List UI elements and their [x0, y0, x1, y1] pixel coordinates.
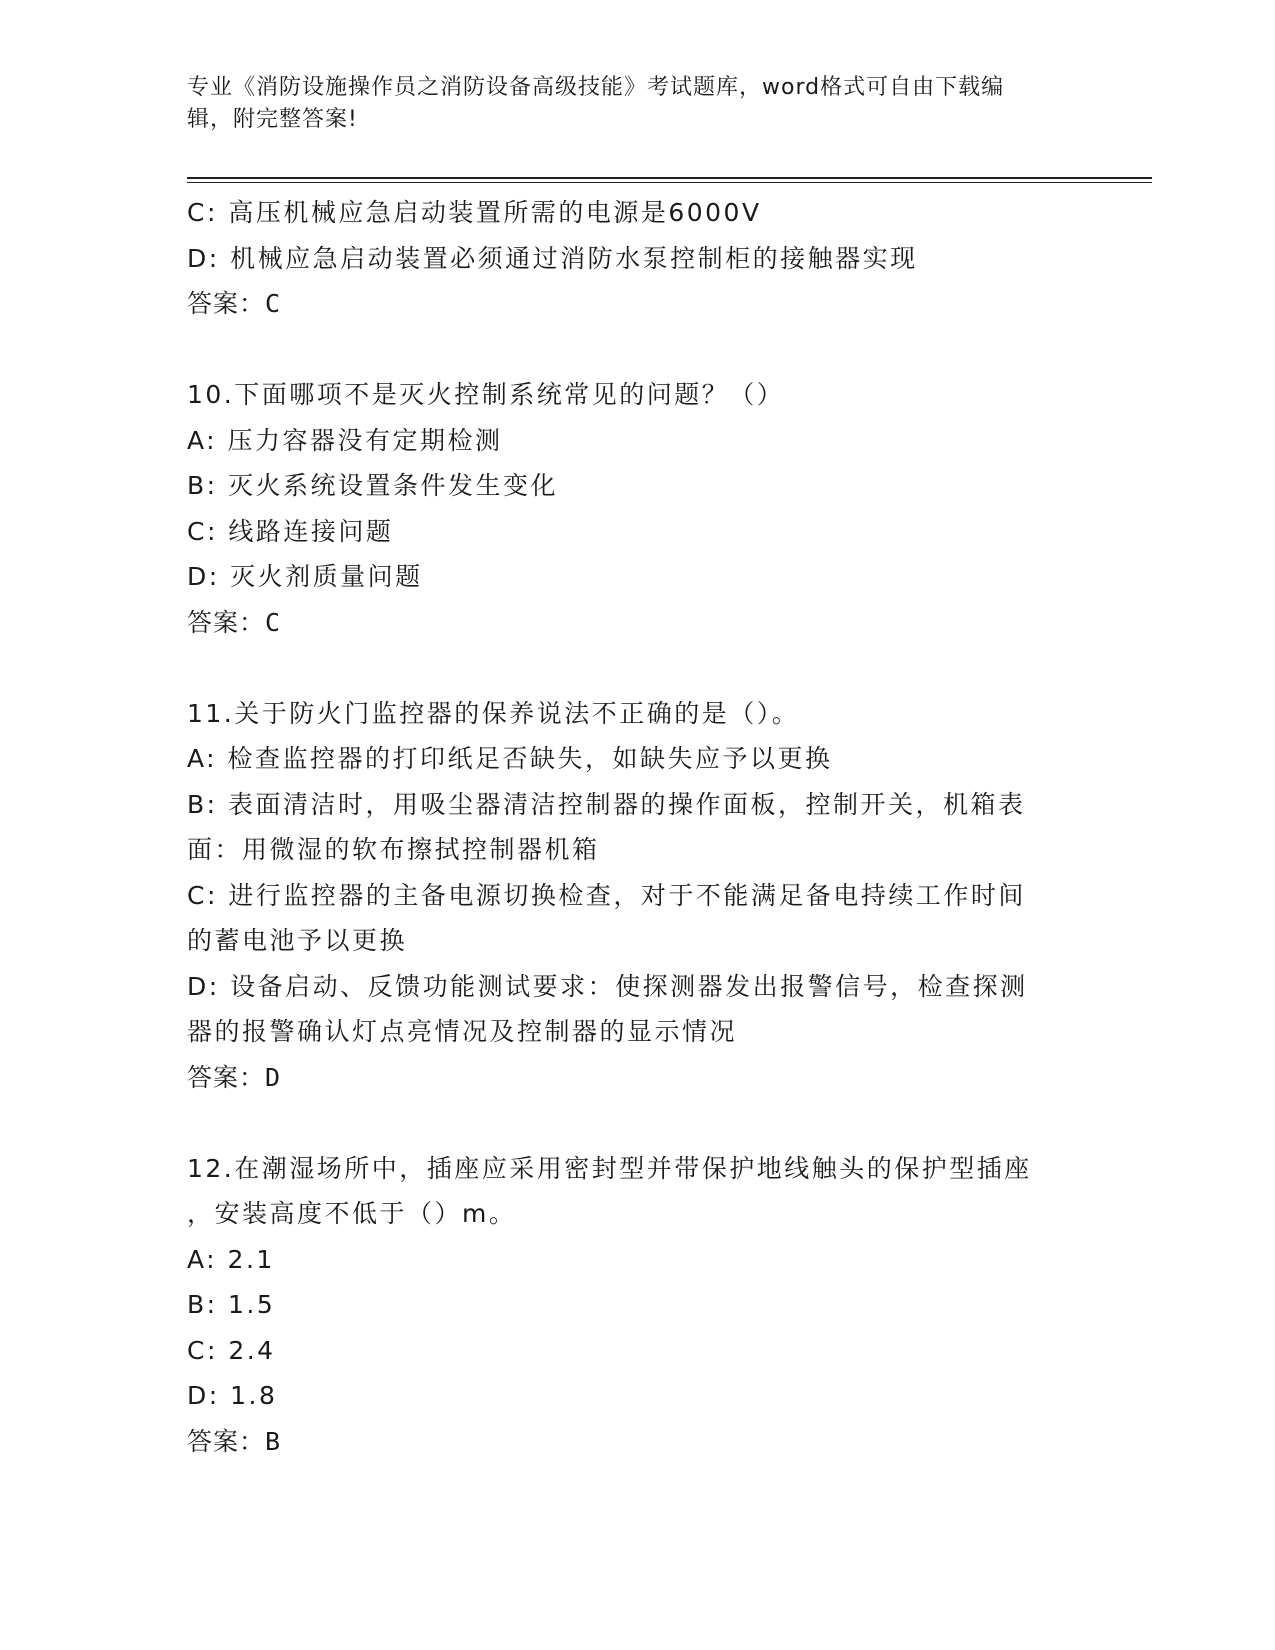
option-line: B: 1.5 [187, 1290, 276, 1319]
question-stem: 10.下面哪项不是灭火控制系统常见的问题？（） [187, 380, 785, 409]
answer-value: C [265, 607, 282, 637]
spacer [187, 1100, 1087, 1146]
option-line: D: 机械应急启动装置必须通过消防水泵控制柜的接触器实现 [187, 243, 918, 273]
option-line-continued: 的蓄电池予以更换 [187, 926, 408, 955]
answer-value: D [265, 1062, 282, 1092]
answer-label: 答案： [187, 1062, 266, 1092]
header-line-2: 辑，附完整答案! [187, 107, 358, 132]
option-line: D: 设备启动、反馈功能测试要求：使探测器发出报警信号，检查探测 [187, 971, 1028, 1001]
option-line: A: 2.1 [187, 1244, 275, 1274]
answer-line [187, 1055, 1087, 1101]
answer-line [187, 1419, 1087, 1465]
header-divider-thin [187, 182, 1152, 183]
spacer [187, 645, 1087, 691]
option-line: B: 灭火系统设置条件发生变化 [187, 471, 559, 500]
answer-label: 答案： [187, 289, 266, 318]
question-stem: 12.在潮湿场所中，插座应采用密封型并带保护地线触头的保护型插座 [187, 1153, 1032, 1183]
document-header [187, 72, 1087, 136]
answer-label: 答案： [187, 1426, 266, 1456]
option-line-continued: 面：用微湿的软布擦拭控制器机箱 [187, 835, 600, 864]
option-line: A: 检查监控器的打印纸足否缺失，如缺失应予以更换 [187, 744, 833, 773]
option-line: A: 压力容器没有定期检测 [187, 425, 503, 455]
spacer [187, 327, 1087, 373]
option-line-continued: 器的报警确认灯点亮情况及控制器的显示情况 [187, 1017, 738, 1046]
header-divider-thick [187, 177, 1152, 179]
option-line: D: 1.8 [187, 1381, 278, 1410]
answer-line [187, 600, 1087, 646]
option-line: C: 高压机械应急启动装置所需的电源是6000V [187, 198, 762, 227]
option-line: B: 表面清洁时，用吸尘器清洁控制器的操作面板，控制开关，机箱表 [187, 789, 1026, 819]
question-content [187, 190, 1087, 1464]
question-stem-continued: ，安装高度不低于（）m。 [187, 1199, 517, 1228]
header-line-1: 专业《消防设施操作员之消防设备高级技能》考试题库，word格式可自由下载编 [187, 75, 1005, 100]
question-stem: 11.关于防火门监控器的保养说法不正确的是（）。 [187, 698, 800, 728]
answer-label: 答案： [187, 607, 266, 637]
option-line: D: 灭火剂质量问题 [187, 562, 423, 591]
answer-value: C [265, 289, 282, 318]
option-line: C: 线路连接问题 [187, 516, 394, 546]
answer-value: B [265, 1426, 282, 1456]
option-line: C: 2.4 [187, 1335, 276, 1365]
answer-line [187, 281, 1087, 327]
option-line: C: 进行监控器的主备电源切换检查，对于不能满足备电持续工作时间 [187, 880, 1026, 910]
